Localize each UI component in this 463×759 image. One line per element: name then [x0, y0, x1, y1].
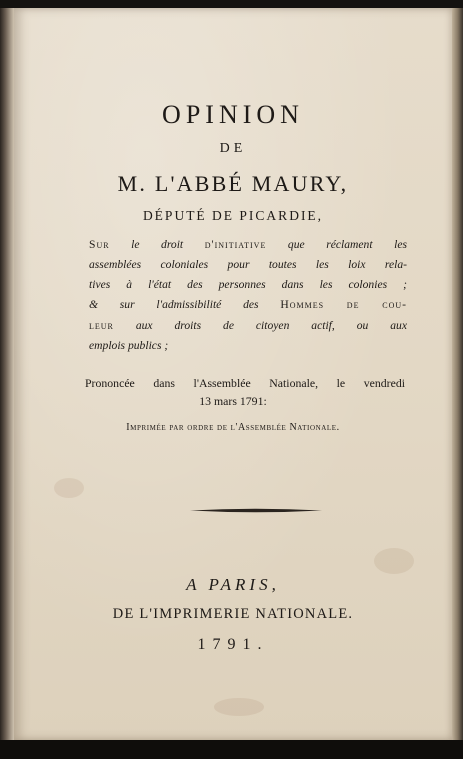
foxing-spot — [214, 698, 264, 716]
speech-date: 13 mars 1791: — [199, 394, 267, 408]
book-spine-shadow — [0, 8, 14, 740]
subject-line-2: assemblées coloniales pour toutes les loix rela- — [89, 258, 407, 271]
imprint-printer: DE L'IMPRIMERIE NATIONALE. — [112, 606, 354, 622]
page-edge-right — [452, 8, 463, 740]
subject-line-5: leur aux droits de citoyen actif, ou aux — [89, 319, 407, 332]
imprint-city: A PARIS, — [186, 575, 280, 594]
imprint-year: 1791. — [197, 636, 269, 653]
subject-line-3: tives à l'état des personnes dans les colonies ; — [89, 278, 407, 291]
scan-border-bottom — [0, 740, 463, 759]
subject-line-4: & sur l'admissibilité des Hommes de cou- — [89, 298, 407, 311]
author-role: DÉPUTÉ DE PICARDIE, — [142, 208, 324, 223]
foxing-spot — [54, 478, 84, 498]
scan-border-top — [0, 0, 463, 8]
author-name: M. L'ABBÉ MAURY, — [117, 171, 349, 196]
ornamental-rule — [190, 508, 322, 513]
subject-line-6: emplois publics ; — [89, 339, 169, 352]
pronounced-line: Prononcée dans l'Assemblée Nationale, le vendredi — [85, 376, 405, 390]
foxing-spot — [374, 548, 414, 574]
document-title: OPINION — [162, 100, 304, 129]
title-preposition: DE — [219, 141, 247, 156]
printing-order: Imprimée par ordre de l'Assemblée Nationale. — [126, 422, 340, 433]
subject-line-1: Sur le droit d'initiative que réclament les — [89, 238, 407, 251]
title-page — [14, 8, 452, 740]
